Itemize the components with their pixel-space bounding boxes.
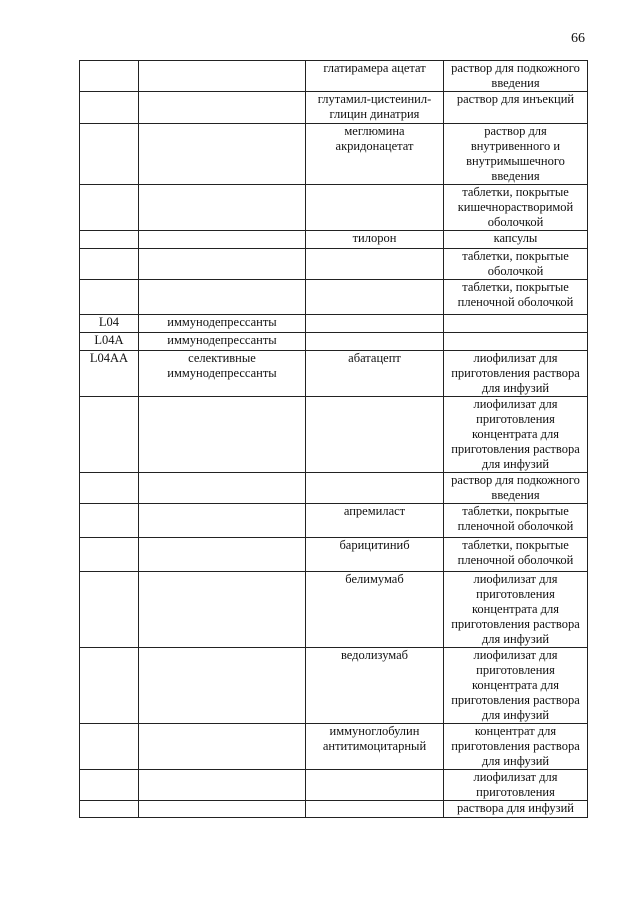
group-name-cell bbox=[139, 280, 306, 315]
atc-code-cell bbox=[80, 397, 139, 473]
atc-code-cell bbox=[80, 801, 139, 818]
table-row bbox=[80, 351, 588, 397]
atc-code-cell bbox=[80, 61, 139, 92]
atc-code-cell bbox=[80, 231, 139, 249]
drug-name-cell bbox=[306, 249, 444, 280]
dosage-form-cell: таблетки, покрытые пленочной оболочкой bbox=[444, 538, 588, 572]
table-row bbox=[80, 124, 588, 185]
table-row bbox=[80, 61, 588, 92]
atc-code-cell bbox=[80, 124, 139, 185]
dosage-form-cell bbox=[444, 315, 588, 333]
group-name-cell bbox=[139, 231, 306, 249]
atc-code-cell: L04A bbox=[80, 333, 139, 351]
drug-name-cell: абатацепт bbox=[306, 351, 444, 397]
atc-code-cell: L04 bbox=[80, 315, 139, 333]
drug-name-cell: тилорон bbox=[306, 231, 444, 249]
drug-name-cell: ведолизумаб bbox=[306, 648, 444, 724]
drug-name-cell bbox=[306, 333, 444, 351]
dosage-form-cell: раствор для подкожного введения bbox=[444, 61, 588, 92]
drug-name-cell: белимумаб bbox=[306, 572, 444, 648]
dosage-form-cell: раствор для инъекций bbox=[444, 92, 588, 124]
group-name-cell bbox=[139, 572, 306, 648]
group-name-cell bbox=[139, 92, 306, 124]
group-name-cell bbox=[139, 801, 306, 818]
dosage-form-cell: таблетки, покрытые пленочной оболочкой bbox=[444, 504, 588, 538]
dosage-form-cell: таблетки, покрытые оболочкой bbox=[444, 249, 588, 280]
drug-name-cell bbox=[306, 185, 444, 231]
drug-name-cell bbox=[306, 801, 444, 818]
table-row bbox=[80, 185, 588, 231]
drug-name-cell: иммуноглобулин антитимоцитарный bbox=[306, 724, 444, 770]
group-name-cell bbox=[139, 124, 306, 185]
drug-name-cell: меглюмина акридонацетат bbox=[306, 124, 444, 185]
atc-code-cell bbox=[80, 770, 139, 801]
group-name-cell bbox=[139, 724, 306, 770]
atc-code-cell bbox=[80, 504, 139, 538]
atc-code-cell bbox=[80, 473, 139, 504]
group-name-cell bbox=[139, 504, 306, 538]
drug-name-cell: глутамил-цистеинил-глицин динатрия bbox=[306, 92, 444, 124]
table-row bbox=[80, 92, 588, 124]
dosage-form-cell: лиофилизат для приготовления концентрата для приготовления раствора для инфузий bbox=[444, 648, 588, 724]
dosage-form-cell: таблетки, покрытые пленочной оболочкой bbox=[444, 280, 588, 315]
table-row bbox=[80, 231, 588, 249]
group-name-cell bbox=[139, 648, 306, 724]
table-row bbox=[80, 249, 588, 280]
drug-name-cell: апремиласт bbox=[306, 504, 444, 538]
atc-code-cell bbox=[80, 648, 139, 724]
dosage-form-cell bbox=[444, 333, 588, 351]
drug-name-cell: барицитиниб bbox=[306, 538, 444, 572]
drug-name-cell bbox=[306, 315, 444, 333]
table-row bbox=[80, 504, 588, 538]
atc-code-cell bbox=[80, 185, 139, 231]
drug-name-cell bbox=[306, 280, 444, 315]
group-name-cell bbox=[139, 185, 306, 231]
atc-code-cell: L04AA bbox=[80, 351, 139, 397]
atc-code-cell bbox=[80, 724, 139, 770]
table-row bbox=[80, 770, 588, 801]
table-row bbox=[80, 473, 588, 504]
table-row bbox=[80, 648, 588, 724]
table-row bbox=[80, 280, 588, 315]
atc-code-cell bbox=[80, 538, 139, 572]
drug-name-cell: глатирамера ацетат bbox=[306, 61, 444, 92]
group-name-cell: селективные иммунодепрессанты bbox=[139, 351, 306, 397]
group-name-cell bbox=[139, 249, 306, 280]
group-name-cell: иммунодепрессанты bbox=[139, 315, 306, 333]
dosage-form-cell: лиофилизат для приготовления bbox=[444, 770, 588, 801]
table-row bbox=[80, 724, 588, 770]
drug-name-cell bbox=[306, 397, 444, 473]
group-name-cell bbox=[139, 61, 306, 92]
group-name-cell bbox=[139, 473, 306, 504]
table-body bbox=[80, 61, 588, 818]
dosage-form-cell: лиофилизат для приготовления раствора для инфузий bbox=[444, 351, 588, 397]
drug-table bbox=[79, 60, 588, 818]
atc-code-cell bbox=[80, 572, 139, 648]
atc-code-cell bbox=[80, 280, 139, 315]
table-row bbox=[80, 801, 588, 818]
dosage-form-cell: концентрат для приготовления раствора для инфузий bbox=[444, 724, 588, 770]
dosage-form-cell: капсулы bbox=[444, 231, 588, 249]
dosage-form-cell: раствора для инфузий bbox=[444, 801, 588, 818]
page-number: 66 bbox=[571, 31, 585, 46]
table-row bbox=[80, 572, 588, 648]
group-name-cell bbox=[139, 538, 306, 572]
dosage-form-cell: лиофилизат для приготовления концентрата для приготовления раствора для инфузий bbox=[444, 572, 588, 648]
drug-name-cell bbox=[306, 770, 444, 801]
table-row bbox=[80, 315, 588, 333]
group-name-cell bbox=[139, 770, 306, 801]
atc-code-cell bbox=[80, 249, 139, 280]
table-row bbox=[80, 538, 588, 572]
table-row bbox=[80, 333, 588, 351]
dosage-form-cell: лиофилизат для приготовления концентрата для приготовления раствора для инфузий bbox=[444, 397, 588, 473]
drug-name-cell bbox=[306, 473, 444, 504]
dosage-form-cell: раствор для подкожного введения bbox=[444, 473, 588, 504]
group-name-cell: иммунодепрессанты bbox=[139, 333, 306, 351]
dosage-form-cell: таблетки, покрытые кишечнорастворимой оболочкой bbox=[444, 185, 588, 231]
group-name-cell bbox=[139, 397, 306, 473]
dosage-form-cell: раствор для внутривенного и внутримышечного введения bbox=[444, 124, 588, 185]
atc-code-cell bbox=[80, 92, 139, 124]
table-row bbox=[80, 397, 588, 473]
